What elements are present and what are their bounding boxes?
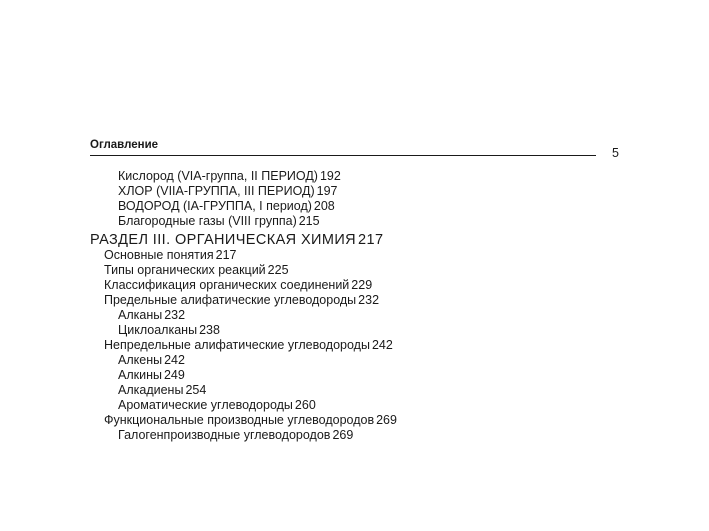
toc-entry-label: РАЗДЕЛ III. ОРГАНИЧЕСКАЯ ХИМИЯ [90, 232, 357, 248]
toc-entry-label: Ароматические углеводороды [118, 398, 293, 412]
toc-entry-page: 208 [313, 199, 335, 213]
toc-entry-page: 225 [267, 263, 289, 277]
toc-entry-page: 232 [164, 308, 186, 322]
toc-entry-page: 269 [376, 413, 397, 427]
toc-entry-label: Непредельные алифатические углеводороды [104, 338, 370, 352]
toc-entry-page: 254 [185, 383, 207, 397]
toc-entry-label: Алкены [118, 353, 163, 367]
page-number: 5 [612, 146, 619, 160]
toc-entry-label: Основные понятия [104, 248, 214, 262]
toc-entry-label: ХЛОР (VIIA-ГРУППА, III ПЕРИОД) [118, 184, 315, 198]
toc-entry-label: Алкадиены [118, 383, 184, 397]
toc-entry-label: Типы органических реакций [104, 263, 266, 277]
toc-entry-label: Функциональные производные углеводородов [104, 413, 375, 427]
toc-entry-label: Кислород (VIA-группа, II ПЕРИОД) [118, 169, 318, 183]
toc-entry-page: 215 [298, 214, 320, 228]
toc-entry-page: 217 [358, 232, 384, 248]
toc-entry-page: 242 [164, 353, 185, 367]
toc-entry-page: 242 [371, 338, 393, 352]
toc-entry-page: 197 [316, 184, 338, 198]
toc-entry-label: Предельные алифатические углеводороды [104, 293, 357, 307]
toc-entry-label: ВОДОРОД (IA-ГРУППА, I период) [118, 199, 312, 213]
running-header-title: Оглавление [90, 139, 159, 151]
toc-entry-label: Благородные газы (VIII группа) [118, 214, 297, 228]
toc-entry-page: 229 [351, 278, 373, 292]
toc-entry-page: 192 [319, 169, 341, 183]
header-rule [90, 155, 596, 156]
toc-entry-label: Галогенпроизводные углеводородов [118, 428, 331, 442]
toc-entry-label: Классификация органических соединений [104, 278, 350, 292]
toc-entry-label: Алкины [118, 368, 162, 382]
toc-entry-page: 217 [215, 248, 237, 262]
toc-entry-page: 260 [294, 398, 316, 412]
toc-entry-label: Алканы [118, 308, 163, 322]
toc-entry-page: 269 [332, 428, 354, 442]
toc-entry-page: 232 [358, 293, 380, 307]
toc-entry-page: 249 [163, 368, 185, 382]
toc-entry-page: 238 [199, 323, 220, 337]
toc-entry-label: Циклоалканы [118, 323, 198, 337]
